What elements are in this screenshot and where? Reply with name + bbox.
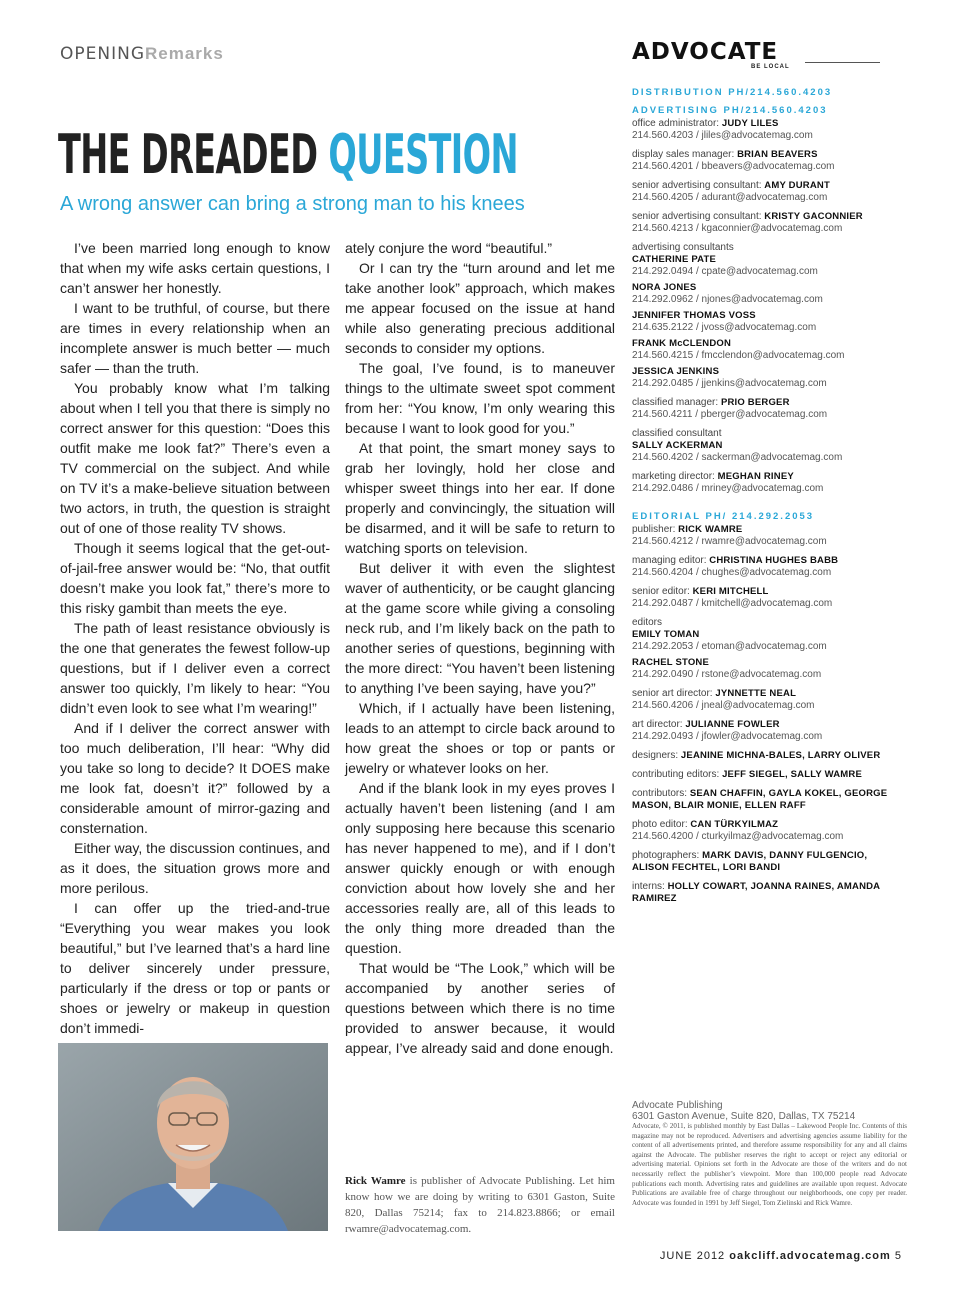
staff-entry	[632, 397, 902, 421]
staff-role: senior art director:	[632, 688, 716, 699]
paragraph: Or I can try the “turn around and let me take another look” approach, which makes me appear focused on the issue at hand while also generating precious additional seconds to consider my options.	[345, 260, 615, 356]
staff-role: editors	[632, 617, 663, 628]
author-caption	[345, 1173, 615, 1237]
headline-dark: THE DREADED	[58, 123, 329, 186]
staff-name: CATHERINE PATE	[632, 254, 717, 265]
staff-name: MEGHAN RINEY	[717, 471, 794, 482]
staff-entry	[632, 657, 902, 681]
staff-name: JESSICA JENKINS	[632, 366, 720, 377]
paragraph: I want to be truthful, of course, but there are times in every relationship when an incomplete answer is much better — much safer — than the truth.	[60, 300, 330, 376]
subhead: A wrong answer can bring a strong man to his knees	[60, 193, 525, 215]
staff-entry	[632, 149, 902, 173]
staff-contact: 214.560.4204 / chughes@advocatemag.com	[632, 567, 832, 578]
section-label-remarks: Remarks	[145, 44, 224, 63]
legal-notice: Advocate, © 2011, is published monthly by East Dallas – Lakewood People Inc. Contents of this magazine may not be reproduced. Advertisers and advertising agencies assume liability for the content of all advertisements printed, and therefore assume responsibility for any and all claims against the Advocate. The publisher reserves the right to accept or reject any editorial or advertising material. Opinions set forth in the Advocate are those of the writers and do not necessarily reflect the publisher’s viewpoint. More than 100,000 people read Advocate publications each month. Advertising rates and guidelines are available upon request. Advocate Publications are available free of charge throughout our neighborhoods, one copy per reader. Advocate was founded in 1991 by Jeff Siegel, Tom Zielinski and Rick Wamre.	[632, 1122, 907, 1207]
page-number: 5	[894, 1250, 902, 1262]
staff-contact: 214.292.0493 / jfowler@advocatemag.com	[632, 731, 823, 742]
staff-entry	[632, 850, 902, 874]
staff-entry	[632, 555, 902, 579]
staff-contact: 214.635.2122 / jvoss@advocatemag.com	[632, 322, 817, 333]
publisher-company: Advocate Publishing	[632, 1100, 723, 1111]
staff-contact: 214.292.0487 / kmitchell@advocatemag.com	[632, 598, 833, 609]
staff-entry	[632, 750, 902, 762]
staff-name: PRIO BERGER	[720, 397, 790, 408]
section-label-opening: OPENING	[60, 44, 145, 64]
staff-contact: 214.560.4200 / cturkyilmaz@advocatemag.com	[632, 831, 844, 842]
editorial-phone: EDITORIAL PH/ 214.292.2053	[632, 511, 815, 522]
editors-group	[632, 617, 902, 653]
staff-role: art director:	[632, 719, 686, 730]
section-label	[60, 44, 224, 64]
staff-entry	[632, 471, 902, 495]
staff-role: designers:	[632, 750, 681, 761]
staff-entry	[632, 118, 902, 142]
staff-name: CAN TÜRKYILMAZ	[690, 819, 779, 830]
author-portrait-illustration	[58, 1043, 328, 1231]
staff-name: FRANK McCLENDON	[632, 338, 732, 349]
staff-name: JENNIFER THOMAS VOSS	[632, 310, 756, 321]
staff-contact: 214.560.4206 / jneal@advocatemag.com	[632, 700, 815, 711]
staff-name: AMY DURANT	[764, 180, 830, 191]
staff-contact: 214.560.4211 / pberger@advocatemag.com	[632, 409, 828, 420]
publisher-info	[632, 1100, 907, 1208]
staff-name: JYNNETTE NEAL	[715, 688, 797, 699]
staff-contact: 214.292.0494 / cpate@advocatemag.com	[632, 266, 818, 277]
staff-role: display sales manager:	[632, 149, 738, 160]
paragraph: You probably know what I’m talking about when I tell you that there is simply no correct answer for this question: “Does this outfit make me look fat?” There’s even a TV commercial on the subject. And while on TV it’s a make-believe situation between two actors, in truth, the question is straight out of one of those reality TV shows.	[60, 380, 330, 536]
caption-text: is publisher of Advocate Publishing. Let him know how we are doing by writing to 6301 Gaston, Suite 820, Dallas 75214; fax to 214.823.8866; or email rwamre@advocatemag.com.	[345, 1175, 615, 1235]
article-column-2	[345, 238, 615, 1058]
staff-entry	[632, 881, 902, 905]
staff-role: contributors:	[632, 788, 690, 799]
staff-name: RICK WAMRE	[678, 524, 743, 535]
staff-entry	[632, 428, 902, 464]
staff-entry	[632, 769, 902, 781]
page-footer	[660, 1250, 902, 1262]
masthead-logo	[632, 40, 892, 70]
staff-role: publisher:	[632, 524, 679, 535]
staff-contact: 214.292.2053 / etoman@advocatemag.com	[632, 641, 827, 652]
staff-entry	[632, 310, 902, 334]
staff-name: BRIAN BEAVERS	[737, 149, 818, 160]
staff-role: classified consultant	[632, 428, 722, 439]
paragraph: That would be “The Look,” which will be accompanied by another series of questions between which there is no time provided to answer because, it would appear, I’ve already said and done enough.	[345, 960, 615, 1056]
paragraph: I’ve been married long enough to know that when my wife asks certain questions, I can’t answer her honestly.	[60, 240, 330, 296]
footer-site: oakcliff.advocatemag.com	[729, 1250, 891, 1262]
staff-entry	[632, 819, 902, 843]
staff-box	[632, 82, 902, 905]
headline-blue: QUESTION	[328, 123, 518, 186]
staff-name: MARK DAVIS, DANNY FULGENCIO, ALISON FECHTEL, LORI BANDI	[632, 850, 868, 873]
staff-role: senior advertising consultant:	[632, 180, 765, 191]
paragraph: Though it seems logical that the get-out-of-jail-free answer would be: “No, that outfit doesn’t make you look fat,” there’s more to this risky gambit than meets the eye.	[60, 540, 330, 616]
staff-contact: 214.292.0962 / njones@advocatemag.com	[632, 294, 823, 305]
staff-entry	[632, 586, 902, 610]
staff-contact: 214.292.0490 / rstone@advocatemag.com	[632, 669, 822, 680]
staff-name: JEFF SIEGEL, SALLY WAMRE	[722, 769, 862, 780]
staff-role: office administrator:	[632, 118, 722, 129]
staff-entry	[632, 338, 902, 362]
staff-contact: 214.560.4203 / jliles@advocatemag.com	[632, 130, 813, 141]
staff-role: managing editor:	[632, 555, 710, 566]
staff-name: SALLY ACKERMAN	[632, 440, 723, 451]
staff-role: senior editor:	[632, 586, 693, 597]
staff-name: RACHEL STONE	[632, 657, 710, 668]
staff-contact: 214.560.4215 / fmcclendon@advocatemag.com	[632, 350, 845, 361]
paragraph: ately conjure the word “beautiful.”	[345, 240, 552, 256]
staff-name: JUDY LILES	[721, 118, 779, 129]
logo-rule	[805, 62, 880, 63]
staff-entry	[632, 180, 902, 204]
staff-entry	[632, 211, 902, 235]
paragraph: And if I deliver the correct answer with too much deliberation, I’ll hear: “Why did you take so long to decide? It DOES make me look fat, doesn’t it?” followed by a considerable amount of mirror-gazing and consternation.	[60, 720, 330, 836]
paragraph: And if the blank look in my eyes proves I actually haven’t been listening (and I am only supposing here because this scenario has never happened to me), and if I don’t answer quickly enough or with enough conviction about how lovely she and her accessories really are, all of this leads to the only thing more dreaded than the question.	[345, 780, 615, 956]
staff-role: marketing director:	[632, 471, 718, 482]
distribution-phone: DISTRIBUTION PH/214.560.4203	[632, 87, 833, 98]
staff-contact: 214.560.4205 / adurant@advocatemag.com	[632, 192, 828, 203]
paragraph: Which, if I actually have been listening, leads to an attempt to circle back around to how great the shoes or top or pants or jewelry or whatever looks on her.	[345, 700, 615, 776]
staff-contact: 214.292.0486 / mriney@advocatemag.com	[632, 483, 824, 494]
staff-role: interns:	[632, 881, 668, 892]
logo-tagline: BE LOCAL	[751, 64, 790, 70]
paragraph: But deliver it with even the slightest waver of authenticity, or be caught glancing at the game score while giving a consoling neck rub, and I’m likely back on the path to another series of questions, beginning with the more direct: “You haven’t been listening to anything I’ve been saying, have you?”	[345, 560, 615, 696]
paragraph: At that point, the smart money says to grab her lovingly, hold her close and whisper sweet things into her ear. If done properly and convincingly, the situation will be disarmed, and it will be safe to return to watching sports on television.	[345, 440, 615, 556]
staff-entry	[632, 366, 902, 390]
author-photo	[58, 1043, 328, 1231]
staff-name: NORA JONES	[632, 282, 697, 293]
staff-name: KRISTY GACONNIER	[764, 211, 863, 222]
staff-name: JULIANNE FOWLER	[685, 719, 780, 730]
headline	[58, 123, 518, 186]
staff-name: SEAN CHAFFIN, GAYLA KOKEL, GEORGE MASON, BLAIR MONIE, ELLEN RAFF	[632, 788, 888, 811]
paragraph: I can offer up the tried-and-true “Everything you wear makes you look beautiful,” but I’ve learned that’s a hard line to deliver sincerely under pressure, particularly if the dress or top or pants or shoes or jewelry or makeup in question don’t immedi-	[60, 900, 330, 1036]
paragraph: The goal, I’ve found, is to maneuver things to the ultimate sweet spot comment from her: “You know, I’m only wearing this because I want to look good for you.”	[345, 360, 615, 436]
advocate-logo: ADVOCATE	[632, 39, 779, 65]
consultants-group	[632, 242, 902, 278]
staff-role: photographers:	[632, 850, 703, 861]
staff-entry	[632, 788, 902, 812]
staff-contact: 214.560.4212 / rwamre@advocatemag.com	[632, 536, 827, 547]
staff-contact: 214.560.4213 / kgaconnier@advocatemag.com	[632, 223, 843, 234]
staff-entry	[632, 688, 902, 712]
staff-entry	[632, 719, 902, 743]
footer-date: JUNE 2012	[659, 1250, 726, 1262]
staff-entry	[632, 524, 902, 548]
staff-contact: 214.560.4202 / sackerman@advocatemag.com	[632, 452, 843, 463]
staff-role: senior advertising consultant:	[632, 211, 765, 222]
staff-name: EMILY TOMAN	[632, 629, 700, 640]
paragraph: The path of least resistance obviously is the one that generates the fewest follow-up questions, but if I deliver even a correct answer too quickly, I’m likely to hear: “You didn’t even look to see what I’m wearing!”	[60, 620, 330, 716]
staff-role: classified manager:	[632, 397, 721, 408]
staff-role: photo editor:	[632, 819, 691, 830]
publisher-address: 6301 Gaston Avenue, Suite 820, Dallas, TX 75214	[632, 1111, 856, 1122]
staff-name: JEANINE MICHNA-BALES, LARRY OLIVER	[680, 750, 881, 761]
staff-entry	[632, 282, 902, 306]
article-column-1	[60, 238, 330, 1038]
staff-role: advertising consultants	[632, 242, 734, 253]
staff-name: CHRISTINA HUGHES BABB	[709, 555, 839, 566]
staff-name: HOLLY COWART, JOANNA RAINES, AMANDA RAMIREZ	[632, 881, 880, 904]
staff-role: contributing editors:	[632, 769, 723, 780]
staff-contact: 214.560.4201 / bbeavers@advocatemag.com	[632, 161, 835, 172]
staff-contact: 214.292.0485 / jjenkins@advocatemag.com	[632, 378, 827, 389]
caption-author-name: Rick Wamre	[345, 1175, 406, 1187]
staff-name: KERI MITCHELL	[692, 586, 769, 597]
advertising-phone: ADVERTISING PH/214.560.4203	[632, 105, 828, 116]
paragraph: Either way, the discussion continues, and as it does, the situation grows more and more perilous.	[60, 840, 330, 896]
